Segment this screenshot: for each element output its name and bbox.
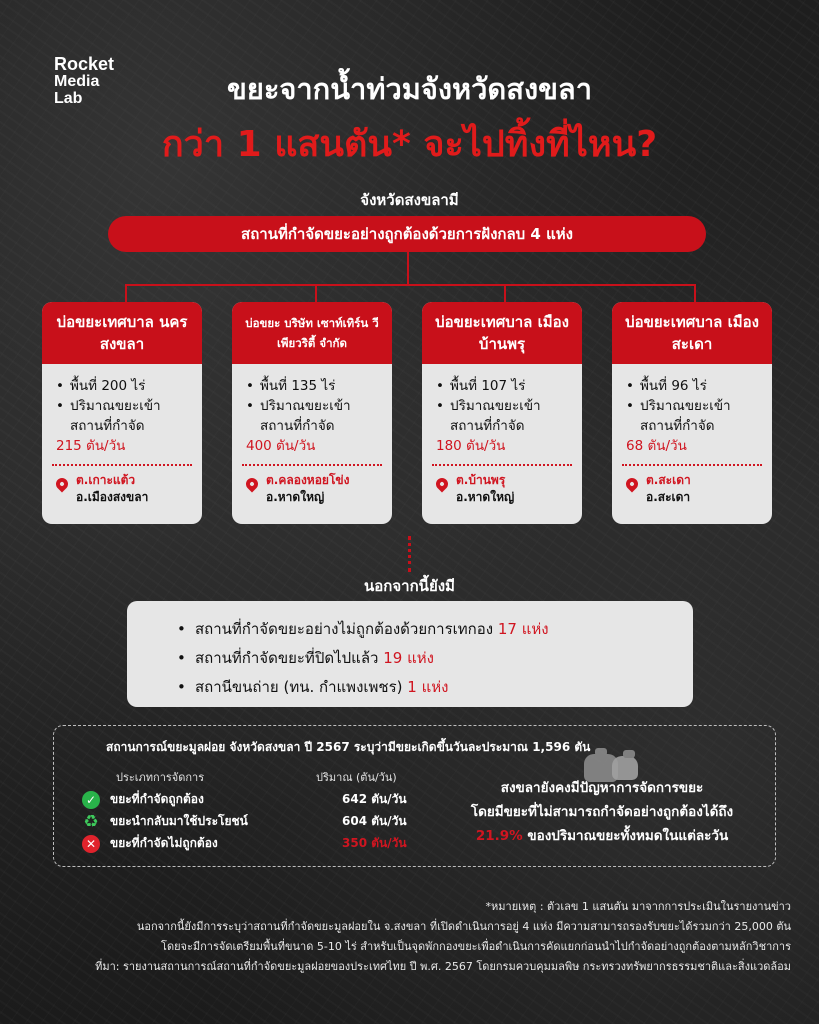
card-intake: • ปริมาณขยะเข้า สถานที่กำจัด <box>436 396 574 436</box>
row-label: ขยะที่กำจัดถูกต้อง <box>110 792 204 806</box>
card-subdistrict: ต.สะเดา <box>646 473 691 487</box>
row-label: ขยะที่กำจัดไม่ถูกต้อง <box>110 836 218 850</box>
footnote-source: ที่มา: รายงานสถานการณ์สถานที่กำจัดขยะมูลฝอยของประเทศไทย ปี พ.ศ. 2567 โดยกรมควบคุมมลพิษ กระทรวงทรัพยากรธรรมชาติและสิ่งแวดล้อม <box>95 960 791 973</box>
footnotes <box>11 897 791 977</box>
besides-label: นอกจากนี้ยังมี <box>364 577 455 595</box>
table-row <box>82 812 407 831</box>
column-header-type: ประเภทการจัดการ <box>116 771 205 784</box>
card-district: อ.หาดใหญ่ <box>456 490 515 504</box>
list-item-text: สถานีขนถ่าย (ทน. กำแพงเพชร) <box>195 678 403 696</box>
map-pin-icon <box>54 476 71 493</box>
list-item-count: 17 แห่ง <box>497 620 549 638</box>
list-item <box>177 644 693 673</box>
summary-line-2: โดยมีขยะที่ไม่สามารถกำจัดอย่างถูกต้องได้ถึง <box>470 804 734 820</box>
card-location <box>422 466 582 506</box>
situation-summary <box>442 776 762 848</box>
card-area: • พื้นที่ 200 ไร่ <box>56 376 194 396</box>
card-location <box>612 466 772 506</box>
tree-connector <box>694 284 696 302</box>
summary-line-3-text: ของปริมาณขยะทั้งหมดในแต่ละวัน <box>527 828 729 844</box>
tree-connector <box>504 284 506 302</box>
card-title: บ่อขยะ บริษัท เซาท์เทิร์น วี เพียวริตี้ จำกัด <box>232 302 392 364</box>
table-row <box>82 834 407 853</box>
logo-line-3: Lab <box>54 90 83 107</box>
card-district: อ.เมืองสงขลา <box>76 490 149 504</box>
logo-line-2: Media <box>54 73 100 90</box>
logo-line-1: Rocket <box>54 54 115 74</box>
card-location <box>232 466 392 506</box>
landfill-card <box>612 302 772 524</box>
card-subdistrict: ต.บ้านพรุ <box>456 473 506 487</box>
tree-connector <box>315 284 317 302</box>
card-amount: 68 ตัน/วัน <box>626 438 687 454</box>
landfill-card <box>422 302 582 524</box>
tree-connector <box>125 284 127 302</box>
page-title: ขยะจากน้ำท่วมจังหวัดสงขลา <box>227 72 592 106</box>
card-title: บ่อขยะเทศบาล นครสงขลา <box>42 302 202 364</box>
card-amount: 400 ตัน/วัน <box>246 438 316 454</box>
row-label: ขยะนำกลับมาใช้ประโยชน์ <box>110 814 248 828</box>
map-pin-icon <box>244 476 261 493</box>
footnote: โดยจะมีการจัดเตรียมพื้นที่ขนาด 5-10 ไร่ สำหรับเป็นจุดพักกองขยะเพื่อดำเนินการคัดแยกก่อนนำไปกำจัดอย่างถูกต้องตามหลักวิชาการ <box>161 940 791 953</box>
list-item-count: 19 แห่ง <box>383 649 434 667</box>
landfill-banner: สถานที่กำจัดขยะอย่างถูกต้องด้วยการฝังกลบ 4 แห่ง <box>108 216 706 252</box>
card-amount: 215 ตัน/วัน <box>56 438 126 454</box>
table-row <box>82 790 407 809</box>
tree-connector <box>125 284 696 286</box>
page-subtitle: กว่า 1 แสนตัน* จะไปทิ้งที่ไหน? <box>161 124 658 165</box>
check-icon: ✓ <box>82 791 100 809</box>
map-pin-icon <box>434 476 451 493</box>
card-intake: • ปริมาณขยะเข้า สถานที่กำจัด <box>56 396 194 436</box>
landfill-card <box>232 302 392 524</box>
card-subdistrict: ต.เกาะแต้ว <box>76 473 136 487</box>
column-header-amount: ปริมาณ (ตัน/วัน) <box>316 771 397 784</box>
card-area: • พื้นที่ 135 ไร่ <box>246 376 384 396</box>
card-amount: 180 ตัน/วัน <box>436 438 506 454</box>
footnote: นอกจากนี้ยังมีการระบุว่าสถานที่กำจัดขยะมูลฝอยใน จ.สงขลา ที่เปิดดำเนินการอยู่ 4 แห่ง มีความสามารถรองรับขยะได้รวมกว่า 25,000 ตัน <box>136 920 791 933</box>
list-item <box>177 673 693 702</box>
row-amount: 350 ตัน/วัน <box>342 836 407 850</box>
card-area: • พื้นที่ 96 ไร่ <box>626 376 764 396</box>
situation-box <box>53 725 776 867</box>
cross-icon: ✕ <box>82 835 100 853</box>
card-intake: • ปริมาณขยะเข้า สถานที่กำจัด <box>246 396 384 436</box>
row-amount: 604 ตัน/วัน <box>342 814 407 828</box>
card-location <box>42 466 202 506</box>
intro-label: จังหวัดสงขลามี <box>360 191 459 209</box>
summary-line-1: สงขลายังคงมีปัญหาการจัดการขยะ <box>500 780 704 796</box>
summary-percent: 21.9% <box>475 828 523 844</box>
list-item <box>177 615 693 644</box>
list-item-text: สถานที่กำจัดขยะที่ปิดไปแล้ว <box>195 649 379 667</box>
card-district: อ.หาดใหญ่ <box>266 490 325 504</box>
card-district: อ.สะเดา <box>646 490 691 504</box>
card-intake: • ปริมาณขยะเข้า สถานที่กำจัด <box>626 396 764 436</box>
situation-heading: สถานการณ์ขยะมูลฝอย จังหวัดสงขลา ปี 2567 ระบุว่ามีขยะเกิดขึ้นวันละประมาณ 1,596 ตัน <box>106 740 591 754</box>
card-area: • พื้นที่ 107 ไร่ <box>436 376 574 396</box>
other-sites-panel <box>127 601 693 707</box>
tree-connector <box>407 252 409 284</box>
dotted-connector <box>408 536 411 572</box>
landfill-card <box>42 302 202 524</box>
card-title: บ่อขยะเทศบาล เมืองสะเดา <box>612 302 772 364</box>
card-subdistrict: ต.คลองหอยโข่ง <box>266 473 350 487</box>
row-amount: 642 ตัน/วัน <box>342 792 407 806</box>
map-pin-icon <box>624 476 641 493</box>
list-item-text: สถานที่กำจัดขยะอย่างไม่ถูกต้องด้วยการเทกอง <box>195 620 494 638</box>
recycle-icon: ♻ <box>83 811 99 832</box>
list-item-count: 1 แห่ง <box>407 678 449 696</box>
summary-line-3 <box>442 824 762 848</box>
card-title: บ่อขยะเทศบาล เมืองบ้านพรุ <box>422 302 582 364</box>
footnote: *หมายเหตุ : ตัวเลข 1 แสนตัน มาจากการประเมินในรายงานข่าว <box>485 900 791 913</box>
